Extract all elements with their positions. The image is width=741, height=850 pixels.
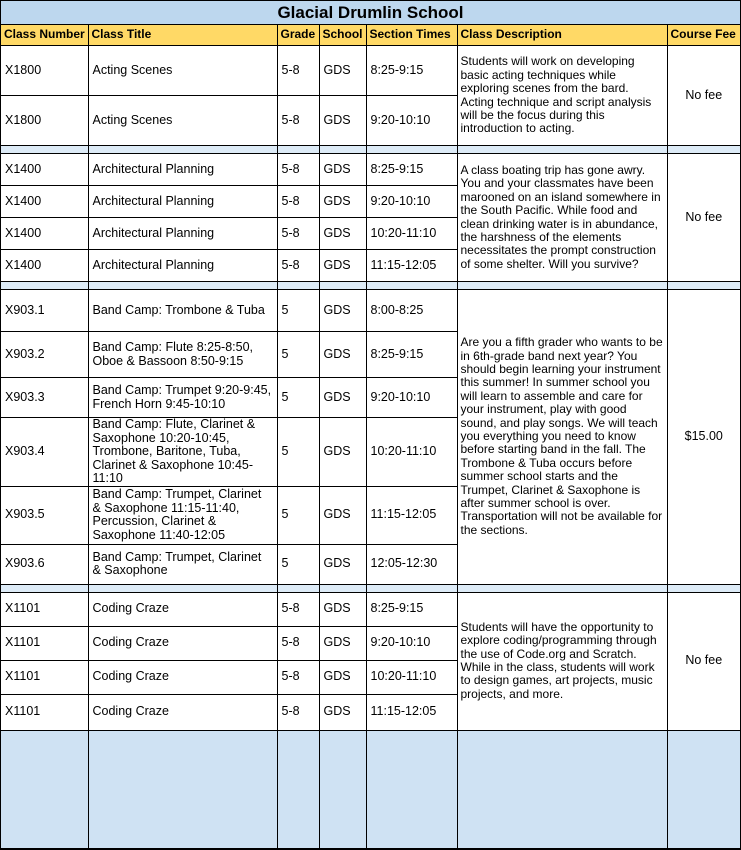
section-time-cell: 11:15-12:05 xyxy=(366,694,457,730)
school-title: Glacial Drumlin School xyxy=(1,1,740,25)
class-title-cell: Coding Craze xyxy=(88,694,277,730)
class-description-cell: Are you a fifth grader who wants to be in 6th-grade band next year? You should begin learning your instrument this summer! In summer school you will learn to assemble and care for your instrument, play with good sound, and play songs. We will teach you everything you need to know before starting band in the fall. The Trombone & Tuba occurs before summer school starts and the Trumpet, Clarinet & Saxophone is after summer school is over. Transportation will not be available for the sections. xyxy=(457,290,667,585)
class-number-cell: X1400 xyxy=(1,250,88,282)
separator-cell xyxy=(277,584,319,592)
grade-cell: 5-8 xyxy=(277,46,319,96)
section-time-cell: 10:20-11:10 xyxy=(366,660,457,694)
class-title-cell: Architectural Planning xyxy=(88,154,277,186)
school-cell: GDS xyxy=(319,592,366,626)
school-cell: GDS xyxy=(319,154,366,186)
section-time-cell: 8:25-9:15 xyxy=(366,592,457,626)
class-number-cell: X903.3 xyxy=(1,378,88,418)
class-title-cell: Band Camp: Trumpet 9:20-9:45, French Horn 9:45-10:10 xyxy=(88,378,277,418)
grade-cell: 5-8 xyxy=(277,694,319,730)
course-fee-cell: No fee xyxy=(667,46,740,146)
class-number-cell: X1400 xyxy=(1,154,88,186)
class-number-cell: X903.4 xyxy=(1,418,88,487)
school-cell: GDS xyxy=(319,218,366,250)
table-row xyxy=(1,154,740,186)
school-cell: GDS xyxy=(319,694,366,730)
grade-cell: 5-8 xyxy=(277,218,319,250)
separator-cell xyxy=(1,584,88,592)
class-title-cell: Band Camp: Trumpet, Clarinet & Saxophone 11:15-11:40, Percussion, Clarinet & Saxophone 11:40-12:05 xyxy=(88,486,277,544)
section-time-cell: 8:00-8:25 xyxy=(366,290,457,332)
group-separator xyxy=(1,584,740,592)
class-number-cell: X1800 xyxy=(1,96,88,146)
separator-cell xyxy=(277,282,319,290)
empty-cell xyxy=(457,730,667,848)
grade-cell: 5-8 xyxy=(277,186,319,218)
separator-cell xyxy=(88,146,277,154)
school-cell: GDS xyxy=(319,660,366,694)
section-time-cell: 11:15-12:05 xyxy=(366,250,457,282)
class-number-cell: X1800 xyxy=(1,46,88,96)
class-title-cell: Band Camp: Flute 8:25-8:50, Oboe & Bassoon 8:50-9:15 xyxy=(88,332,277,378)
grade-cell: 5 xyxy=(277,418,319,487)
section-time-cell: 8:25-9:15 xyxy=(366,332,457,378)
class-title-cell: Band Camp: Flute, Clarinet & Saxophone 10:20-10:45, Trombone, Baritone, Tuba, Clarinet & Saxophone 10:45-11:10 xyxy=(88,418,277,487)
school-cell: GDS xyxy=(319,626,366,660)
grade-cell: 5-8 xyxy=(277,154,319,186)
separator-cell xyxy=(319,584,366,592)
separator-cell xyxy=(457,584,667,592)
section-time-cell: 11:15-12:05 xyxy=(366,486,457,544)
header-class-number: Class Number xyxy=(1,25,88,46)
class-title-cell: Architectural Planning xyxy=(88,250,277,282)
class-title-cell: Coding Craze xyxy=(88,626,277,660)
separator-cell xyxy=(88,282,277,290)
course-fee-cell: No fee xyxy=(667,592,740,730)
empty-cell xyxy=(277,730,319,848)
section-time-cell: 8:25-9:15 xyxy=(366,46,457,96)
class-description-cell: Students will work on developing basic acting techniques while exploring scenes from the bard. Acting technique and script analysis will be the focus during this introduction to acting. xyxy=(457,46,667,146)
section-time-cell: 9:20-10:10 xyxy=(366,378,457,418)
class-number-cell: X1400 xyxy=(1,218,88,250)
grade-cell: 5-8 xyxy=(277,660,319,694)
separator-cell xyxy=(366,584,457,592)
grade-cell: 5-8 xyxy=(277,96,319,146)
school-cell: GDS xyxy=(319,46,366,96)
section-time-cell: 9:20-10:10 xyxy=(366,96,457,146)
class-number-cell: X903.6 xyxy=(1,544,88,584)
class-description-cell: A class boating trip has gone awry. You and your classmates have been marooned on an island somewhere in the South Pacific. While food and clean drinking water is in abundance, the harshness of the elements necessitates the prompt construction of some shelter. Will you survive? xyxy=(457,154,667,282)
class-number-cell: X1101 xyxy=(1,660,88,694)
separator-cell xyxy=(277,146,319,154)
class-title-cell: Architectural Planning xyxy=(88,218,277,250)
school-cell: GDS xyxy=(319,96,366,146)
class-number-cell: X903.5 xyxy=(1,486,88,544)
class-number-cell: X903.1 xyxy=(1,290,88,332)
section-time-cell: 8:25-9:15 xyxy=(366,154,457,186)
grade-cell: 5-8 xyxy=(277,592,319,626)
class-number-cell: X1101 xyxy=(1,626,88,660)
table-body xyxy=(1,46,740,849)
school-cell: GDS xyxy=(319,418,366,487)
separator-cell xyxy=(1,146,88,154)
class-title-cell: Architectural Planning xyxy=(88,186,277,218)
separator-cell xyxy=(319,146,366,154)
header-section-times: Section Times xyxy=(366,25,457,46)
separator-cell xyxy=(667,282,740,290)
grade-cell: 5 xyxy=(277,544,319,584)
section-time-cell: 9:20-10:10 xyxy=(366,626,457,660)
group-separator xyxy=(1,146,740,154)
class-title-cell: Acting Scenes xyxy=(88,96,277,146)
table-header xyxy=(1,25,740,46)
separator-cell xyxy=(319,282,366,290)
school-cell: GDS xyxy=(319,378,366,418)
school-cell: GDS xyxy=(319,250,366,282)
empty-cell xyxy=(88,730,277,848)
header-school: School xyxy=(319,25,366,46)
header-class-description: Class Description xyxy=(457,25,667,46)
empty-cell xyxy=(667,730,740,848)
separator-cell xyxy=(366,146,457,154)
section-time-cell: 9:20-10:10 xyxy=(366,186,457,218)
grade-cell: 5-8 xyxy=(277,250,319,282)
class-title-cell: Coding Craze xyxy=(88,660,277,694)
school-cell: GDS xyxy=(319,186,366,218)
class-number-cell: X903.2 xyxy=(1,332,88,378)
class-description-cell: Students will have the opportunity to explore coding/programming through the use of Code.org and Scratch. While in the class, students will work to design games, art projects, music projects, and more. xyxy=(457,592,667,730)
header-row xyxy=(1,25,740,46)
empty-row xyxy=(1,730,740,848)
header-class-title: Class Title xyxy=(88,25,277,46)
class-number-cell: X1400 xyxy=(1,186,88,218)
separator-cell xyxy=(667,146,740,154)
empty-cell xyxy=(319,730,366,848)
section-time-cell: 10:20-11:10 xyxy=(366,418,457,487)
group-separator xyxy=(1,282,740,290)
table-row xyxy=(1,592,740,626)
school-cell: GDS xyxy=(319,290,366,332)
grade-cell: 5 xyxy=(277,378,319,418)
class-title-cell: Band Camp: Trombone & Tuba xyxy=(88,290,277,332)
class-number-cell: X1101 xyxy=(1,592,88,626)
class-title-cell: Acting Scenes xyxy=(88,46,277,96)
header-course-fee: Course Fee xyxy=(667,25,740,46)
separator-cell xyxy=(366,282,457,290)
grade-cell: 5-8 xyxy=(277,626,319,660)
empty-cell xyxy=(366,730,457,848)
separator-cell xyxy=(1,282,88,290)
separator-cell xyxy=(667,584,740,592)
class-title-cell: Coding Craze xyxy=(88,592,277,626)
separator-cell xyxy=(457,146,667,154)
section-time-cell: 10:20-11:10 xyxy=(366,218,457,250)
separator-cell xyxy=(457,282,667,290)
school-cell: GDS xyxy=(319,486,366,544)
table-row xyxy=(1,46,740,96)
grade-cell: 5 xyxy=(277,290,319,332)
empty-cell xyxy=(1,730,88,848)
class-title-cell: Band Camp: Trumpet, Clarinet & Saxophone xyxy=(88,544,277,584)
school-cell: GDS xyxy=(319,332,366,378)
school-cell: GDS xyxy=(319,544,366,584)
header-grade: Grade xyxy=(277,25,319,46)
separator-cell xyxy=(88,584,277,592)
class-number-cell: X1101 xyxy=(1,694,88,730)
course-fee-cell: No fee xyxy=(667,154,740,282)
section-time-cell: 12:05-12:30 xyxy=(366,544,457,584)
course-fee-cell: $15.00 xyxy=(667,290,740,585)
class-schedule-table xyxy=(1,25,740,849)
table-row xyxy=(1,290,740,332)
grade-cell: 5 xyxy=(277,486,319,544)
grade-cell: 5 xyxy=(277,332,319,378)
